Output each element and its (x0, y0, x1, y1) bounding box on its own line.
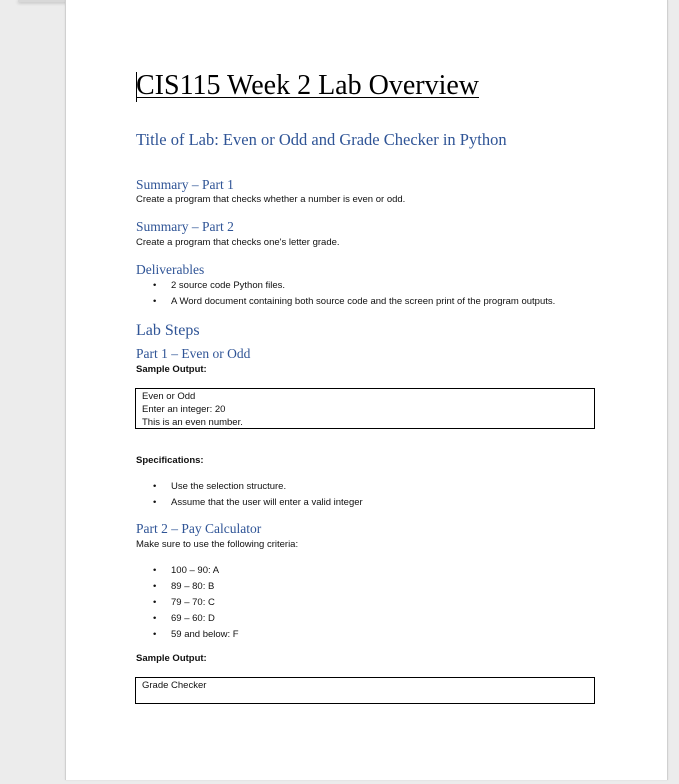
deliverables-list (136, 279, 555, 311)
list-item: • Use the selection structure. (136, 480, 363, 496)
output-line: Enter an integer: 20 (142, 404, 226, 415)
list-item: • 79 – 70: C (136, 596, 239, 612)
list-item: • 2 source code Python files. (136, 279, 555, 295)
document-title: CIS115 Week 2 Lab Overview (136, 70, 479, 101)
part2-heading: Part 2 – Pay Calculator (136, 521, 262, 536)
list-item: • 89 – 80: B (136, 580, 239, 596)
part1-sample-label: Sample Output: (136, 364, 207, 375)
part2-sample-label: Sample Output: (136, 653, 207, 664)
output-line: Grade Checker (142, 680, 207, 691)
grade-criteria-list (136, 564, 239, 644)
output-line: Even or Odd (142, 391, 196, 402)
specifications-list (136, 480, 363, 512)
document-page (65, 0, 668, 780)
summary-part2-text: Create a program that checks one's letter grade. (136, 237, 340, 248)
summary-part2-heading: Summary – Part 2 (136, 219, 234, 234)
list-item: • Assume that the user will enter a valid integer (136, 496, 363, 512)
part1-heading: Part 1 – Even or Odd (136, 346, 251, 361)
list-item: • 100 – 90: A (136, 564, 239, 580)
output-line: This is an even number. (142, 417, 243, 428)
summary-part1-text: Create a program that checks whether a number is even or odd. (136, 194, 406, 205)
deliverables-heading: Deliverables (136, 262, 205, 277)
part2-intro: Make sure to use the following criteria: (136, 539, 299, 550)
list-item: • 69 – 60: D (136, 612, 239, 628)
list-item: • A Word document containing both source code and the screen print of the program outputs. (136, 295, 555, 311)
summary-part1-heading: Summary – Part 1 (136, 177, 234, 192)
specifications-label: Specifications: (136, 455, 204, 466)
lab-title: Title of Lab: Even or Odd and Grade Checker in Python (136, 130, 507, 149)
part1-sample-output-box (135, 388, 595, 429)
part2-sample-output-box (135, 677, 595, 704)
lab-steps-heading: Lab Steps (136, 322, 200, 339)
list-item: • 59 and below: F (136, 628, 239, 644)
